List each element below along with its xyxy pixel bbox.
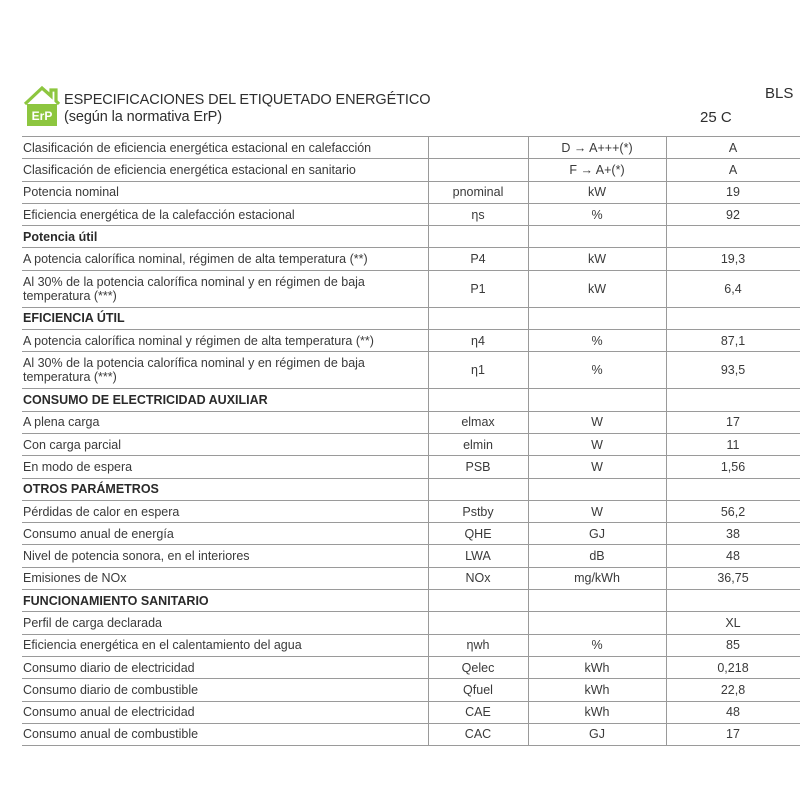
row-symbol: Qfuel xyxy=(428,679,528,701)
row-value xyxy=(666,590,800,612)
title-main: ESPECIFICACIONES DEL ETIQUETADO ENERGÉTICO xyxy=(64,92,431,108)
row-value: XL xyxy=(666,612,800,634)
section-header-row xyxy=(22,389,800,411)
row-symbol xyxy=(428,159,528,181)
row-value: 48 xyxy=(666,701,800,723)
row-label: En modo de espera xyxy=(22,456,428,478)
row-label: Al 30% de la potencia calorífica nominal y en régimen de baja temperatura (***) xyxy=(22,270,428,307)
row-symbol: pnominal xyxy=(428,181,528,203)
row-value xyxy=(666,307,800,329)
model-name: 25 C xyxy=(700,109,732,126)
row-symbol xyxy=(428,478,528,500)
row-value: 93,5 xyxy=(666,352,800,389)
row-label: Nivel de potencia sonora, en el interiores xyxy=(22,545,428,567)
row-symbol: QHE xyxy=(428,523,528,545)
row-label: A potencia calorífica nominal, régimen de alta temperatura (**) xyxy=(22,248,428,270)
row-label: Consumo diario de combustible xyxy=(22,679,428,701)
table-row xyxy=(22,411,800,433)
table-row xyxy=(22,181,800,203)
row-symbol: CAC xyxy=(428,723,528,745)
row-symbol: PSB xyxy=(428,456,528,478)
table-row xyxy=(22,679,800,701)
row-label: Consumo anual de energía xyxy=(22,523,428,545)
table-row xyxy=(22,500,800,522)
erp-house-icon xyxy=(23,84,61,128)
table-row xyxy=(22,203,800,225)
table-row xyxy=(22,330,800,352)
row-unit: kWh xyxy=(528,701,666,723)
spec-table xyxy=(22,137,800,746)
row-value: A xyxy=(666,159,800,181)
row-unit xyxy=(528,590,666,612)
row-symbol: η1 xyxy=(428,352,528,389)
row-value: 85 xyxy=(666,634,800,656)
table-row xyxy=(22,634,800,656)
row-unit: F → A+(*) xyxy=(528,159,666,181)
row-symbol: ηs xyxy=(428,203,528,225)
table-row xyxy=(22,159,800,181)
row-unit: W xyxy=(528,456,666,478)
row-unit: kW xyxy=(528,181,666,203)
row-unit: W xyxy=(528,500,666,522)
row-label: Eficiencia energética de la calefacción estacional xyxy=(22,203,428,225)
row-label: Clasificación de eficiencia energética estacional en sanitario xyxy=(22,159,428,181)
row-symbol: ηwh xyxy=(428,634,528,656)
row-symbol: Pstby xyxy=(428,500,528,522)
row-unit: % xyxy=(528,634,666,656)
table-row xyxy=(22,567,800,589)
row-symbol: elmax xyxy=(428,411,528,433)
section-title: Potencia útil xyxy=(22,226,428,248)
table-row xyxy=(22,701,800,723)
table-row xyxy=(22,523,800,545)
row-label: Con carga parcial xyxy=(22,433,428,455)
row-unit: % xyxy=(528,203,666,225)
row-value xyxy=(666,478,800,500)
row-symbol: LWA xyxy=(428,545,528,567)
table-row xyxy=(22,352,800,389)
table-row xyxy=(22,656,800,678)
table-row xyxy=(22,137,800,159)
page-title xyxy=(64,92,430,126)
row-value: 92 xyxy=(666,203,800,225)
row-label: Eficiencia energética en el calentamiento del agua xyxy=(22,634,428,656)
section-header-row xyxy=(22,226,800,248)
row-label: Al 30% de la potencia calorífica nominal y en régimen de baja temperatura (***) xyxy=(22,352,428,389)
brand-name: BLS xyxy=(765,85,794,102)
section-header-row xyxy=(22,478,800,500)
row-unit: kWh xyxy=(528,679,666,701)
row-unit xyxy=(528,226,666,248)
erp-logo-text: ErP xyxy=(31,109,53,123)
row-value xyxy=(666,389,800,411)
row-symbol: CAE xyxy=(428,701,528,723)
section-title: EFICIENCIA ÚTIL xyxy=(22,307,428,329)
row-unit: % xyxy=(528,330,666,352)
row-value: 0,218 xyxy=(666,656,800,678)
row-unit: dB xyxy=(528,545,666,567)
row-unit: W xyxy=(528,433,666,455)
section-title: FUNCIONAMIENTO SANITARIO xyxy=(22,590,428,612)
section-header-row xyxy=(22,590,800,612)
row-symbol: η4 xyxy=(428,330,528,352)
row-value: 87,1 xyxy=(666,330,800,352)
row-symbol: P1 xyxy=(428,270,528,307)
row-unit xyxy=(528,389,666,411)
row-value xyxy=(666,226,800,248)
row-unit xyxy=(528,478,666,500)
spec-table-body xyxy=(22,137,800,746)
row-symbol xyxy=(428,137,528,159)
table-row xyxy=(22,270,800,307)
row-unit: kW xyxy=(528,270,666,307)
row-unit xyxy=(528,307,666,329)
row-unit: mg/kWh xyxy=(528,567,666,589)
row-unit: kW xyxy=(528,248,666,270)
row-symbol: NOx xyxy=(428,567,528,589)
row-label: Consumo diario de electricidad xyxy=(22,656,428,678)
row-symbol: elmin xyxy=(428,433,528,455)
row-label: Potencia nominal xyxy=(22,181,428,203)
row-value: 1,56 xyxy=(666,456,800,478)
table-row xyxy=(22,612,800,634)
row-label: Perfil de carga declarada xyxy=(22,612,428,634)
row-value: 48 xyxy=(666,545,800,567)
row-value: 19,3 xyxy=(666,248,800,270)
row-label: Emisiones de NOx xyxy=(22,567,428,589)
row-value: 17 xyxy=(666,411,800,433)
row-value: 22,8 xyxy=(666,679,800,701)
row-symbol xyxy=(428,226,528,248)
section-title: OTROS PARÁMETROS xyxy=(22,478,428,500)
row-value: 11 xyxy=(666,433,800,455)
row-value: 6,4 xyxy=(666,270,800,307)
row-symbol: P4 xyxy=(428,248,528,270)
row-label: Clasificación de eficiencia energética estacional en calefacción xyxy=(22,137,428,159)
row-label: A plena carga xyxy=(22,411,428,433)
row-unit: D → A+++(*) xyxy=(528,137,666,159)
row-label: Consumo anual de electricidad xyxy=(22,701,428,723)
section-header-row xyxy=(22,307,800,329)
row-unit: GJ xyxy=(528,523,666,545)
row-unit: % xyxy=(528,352,666,389)
row-unit xyxy=(528,612,666,634)
row-label: Pérdidas de calor en espera xyxy=(22,500,428,522)
row-symbol: Qelec xyxy=(428,656,528,678)
row-symbol xyxy=(428,389,528,411)
row-value: 19 xyxy=(666,181,800,203)
row-value: 56,2 xyxy=(666,500,800,522)
row-unit: kWh xyxy=(528,656,666,678)
title-subtitle: (según la normativa ErP) xyxy=(64,109,222,125)
table-row xyxy=(22,545,800,567)
row-unit: W xyxy=(528,411,666,433)
row-value: 36,75 xyxy=(666,567,800,589)
section-title: CONSUMO DE ELECTRICIDAD AUXILIAR xyxy=(22,389,428,411)
row-value: 38 xyxy=(666,523,800,545)
row-symbol xyxy=(428,307,528,329)
table-row xyxy=(22,433,800,455)
row-symbol xyxy=(428,612,528,634)
row-value: A xyxy=(666,137,800,159)
table-row xyxy=(22,723,800,745)
table-row xyxy=(22,456,800,478)
header xyxy=(0,0,800,137)
row-symbol xyxy=(428,590,528,612)
row-value: 17 xyxy=(666,723,800,745)
row-label: A potencia calorífica nominal y régimen de alta temperatura (**) xyxy=(22,330,428,352)
table-row xyxy=(22,248,800,270)
row-label: Consumo anual de combustible xyxy=(22,723,428,745)
row-unit: GJ xyxy=(528,723,666,745)
